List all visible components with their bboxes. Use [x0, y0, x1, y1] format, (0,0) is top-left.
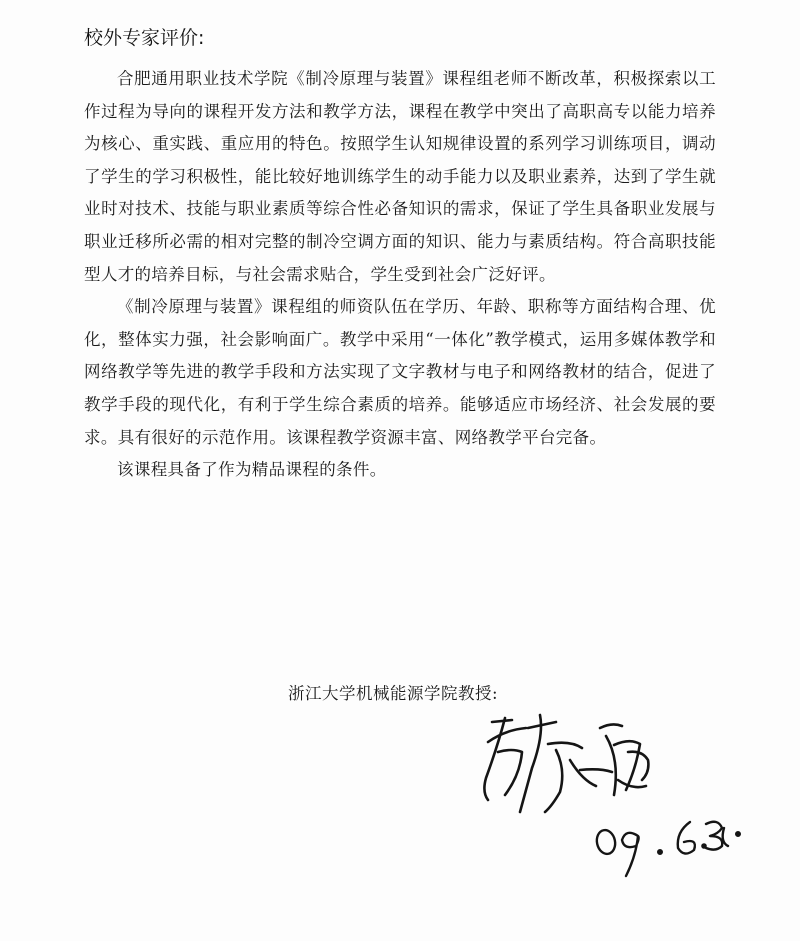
paragraph-1: 合肥通用职业技术学院《制冷原理与装置》课程组老师不断改革，积极探索以工作过程为导向的课程开发方法和教学方法，课程在教学中突出了高职高专以能力培养为核心、重实践、重应用的特色。按照学生认知规律设置的系列学习训练项目，调动了学生的学习积极性，能比较好地训练学生的动手能力以及职业素养，达到了学生就业时对技术、技能与职业素质等综合性必备知识的需求，保证了学生具备职业发展与职业迁移所必需的相对完整的制冷空调方面的知识、能力与素质结构。符合高职技能型人才的培养目标，与社会需求贴合，学生受到社会广泛好评。 — [84, 69, 716, 284]
paragraph-3: 该课程具备了作为精品课程的条件。 — [117, 460, 387, 480]
paragraph-2: 《制冷原理与装置》课程组的师资队伍在学历、年龄、职称等方面结构合理、优化，整体实力强，社会影响面广。教学中采用“一体化”教学模式，运用多媒体教学和网络教学等先进的教学手段和方法实现了文字教材与电子和网络教材的结合，促进了教学手段的现代化，有利于学生综合素质的培养。能够适应市场经济、社会发展的要求。具有很好的示范作用。该课程教学资源丰富、网络教学平台完备。 — [84, 297, 716, 447]
evaluation-body — [84, 63, 716, 487]
signer-affiliation: 浙江大学机械能源学院教授: — [288, 684, 499, 703]
handwritten-date — [595, 822, 740, 876]
section-heading: 校外专家评价: — [84, 27, 205, 49]
